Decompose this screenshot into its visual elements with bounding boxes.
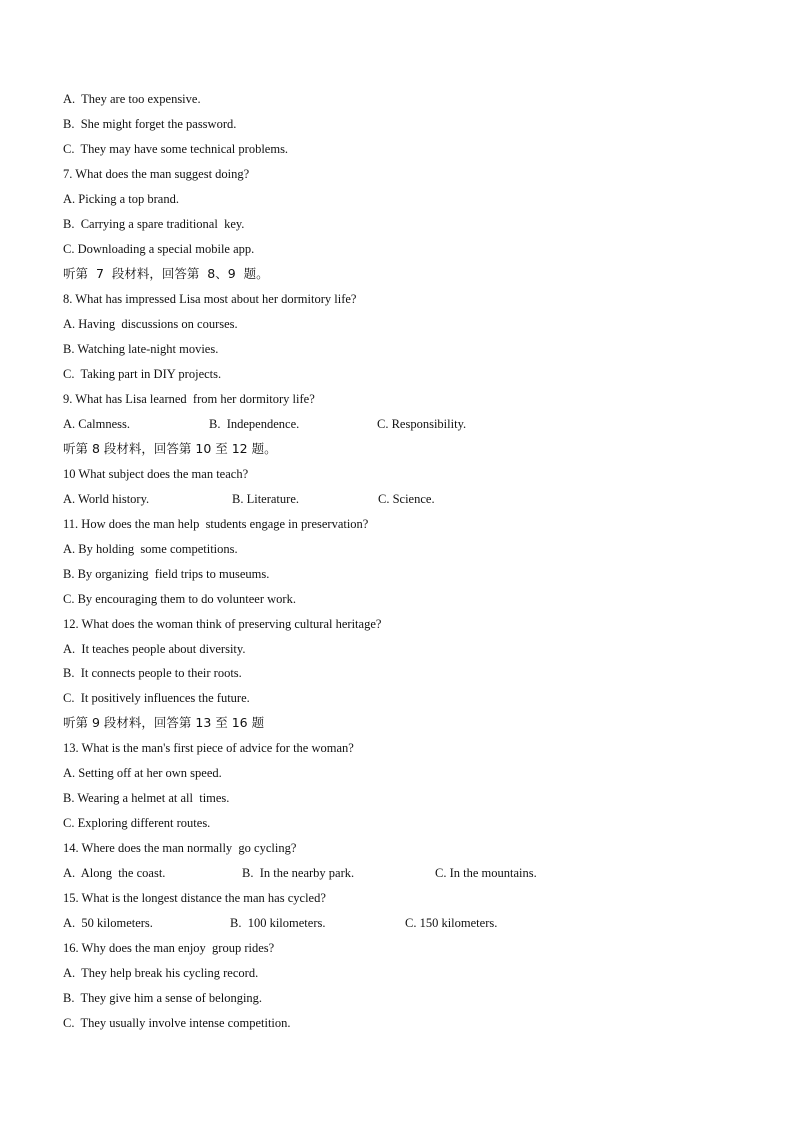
option-line: B. By organizing field trips to museums.	[63, 567, 270, 581]
question-11: 11. How does the man help students engage in preservation?	[63, 517, 369, 531]
question-8: 8. What has impressed Lisa most about her dormitory life?	[63, 292, 357, 306]
option-line: C. Taking part in DIY projects.	[63, 367, 222, 381]
option-line: C. By encouraging them to do volunteer work.	[63, 592, 296, 606]
option-b: B. 100 kilometers.	[230, 916, 326, 930]
option-b: B. Literature.	[232, 492, 299, 506]
option-c: C. Science.	[378, 492, 435, 506]
option-line: B. It connects people to their roots.	[63, 666, 242, 680]
question-7: 7. What does the man suggest doing?	[63, 167, 250, 181]
option-line: A. They help break his cycling record.	[63, 966, 259, 980]
option-line: C. Exploring different routes.	[63, 816, 211, 830]
option-line: B. Carrying a spare traditional key.	[63, 217, 245, 231]
section-heading: 听第 9 段材料，回答第 13 至 16 题	[63, 715, 265, 730]
option-line: B. They give him a sense of belonging.	[63, 991, 263, 1005]
question-13: 13. What is the man's first piece of advice for the woman?	[63, 741, 354, 755]
option-line: C. They usually involve intense competition.	[63, 1016, 291, 1030]
option-b: B. In the nearby park.	[242, 866, 355, 880]
option-c: C. Responsibility.	[377, 417, 467, 431]
option-b: B. Independence.	[209, 417, 300, 431]
option-c: C. 150 kilometers.	[405, 916, 498, 930]
option-line: A. Having discussions on courses.	[63, 317, 238, 331]
options-row-q10	[63, 491, 763, 507]
option-a: A. World history.	[63, 492, 150, 506]
question-10: 10 What subject does the man teach?	[63, 467, 249, 481]
question-9: 9. What has Lisa learned from her dormitory life?	[63, 392, 315, 406]
option-line: B. Wearing a helmet at all times.	[63, 791, 230, 805]
option-line: A. They are too expensive.	[63, 92, 201, 106]
section-heading: 听第 7 段材料，回答第 8、9 题。	[63, 266, 269, 281]
question-12: 12. What does the woman think of preserving cultural heritage?	[63, 617, 382, 631]
option-a: A. Along the coast.	[63, 866, 166, 880]
options-row-q9	[63, 416, 763, 432]
option-line: A. Picking a top brand.	[63, 192, 179, 206]
option-line: A. By holding some competitions.	[63, 542, 238, 556]
option-line: C. Downloading a special mobile app.	[63, 242, 255, 256]
option-c: C. In the mountains.	[435, 866, 537, 880]
option-line: B. She might forget the password.	[63, 117, 237, 131]
option-line: C. It positively influences the future.	[63, 691, 250, 705]
options-row-q15	[63, 915, 763, 931]
section-heading: 听第 8 段材料，回答第 10 至 12 题。	[63, 441, 277, 456]
question-16: 16. Why does the man enjoy group rides?	[63, 941, 275, 955]
question-14: 14. Where does the man normally go cycling?	[63, 841, 297, 855]
option-a: A. 50 kilometers.	[63, 916, 153, 930]
option-a: A. Calmness.	[63, 417, 131, 431]
question-15: 15. What is the longest distance the man has cycled?	[63, 891, 326, 905]
option-line: C. They may have some technical problems.	[63, 142, 289, 156]
option-line: A. It teaches people about diversity.	[63, 642, 246, 656]
option-line: A. Setting off at her own speed.	[63, 766, 222, 780]
options-row-q14	[63, 865, 763, 881]
option-line: B. Watching late-night movies.	[63, 342, 219, 356]
